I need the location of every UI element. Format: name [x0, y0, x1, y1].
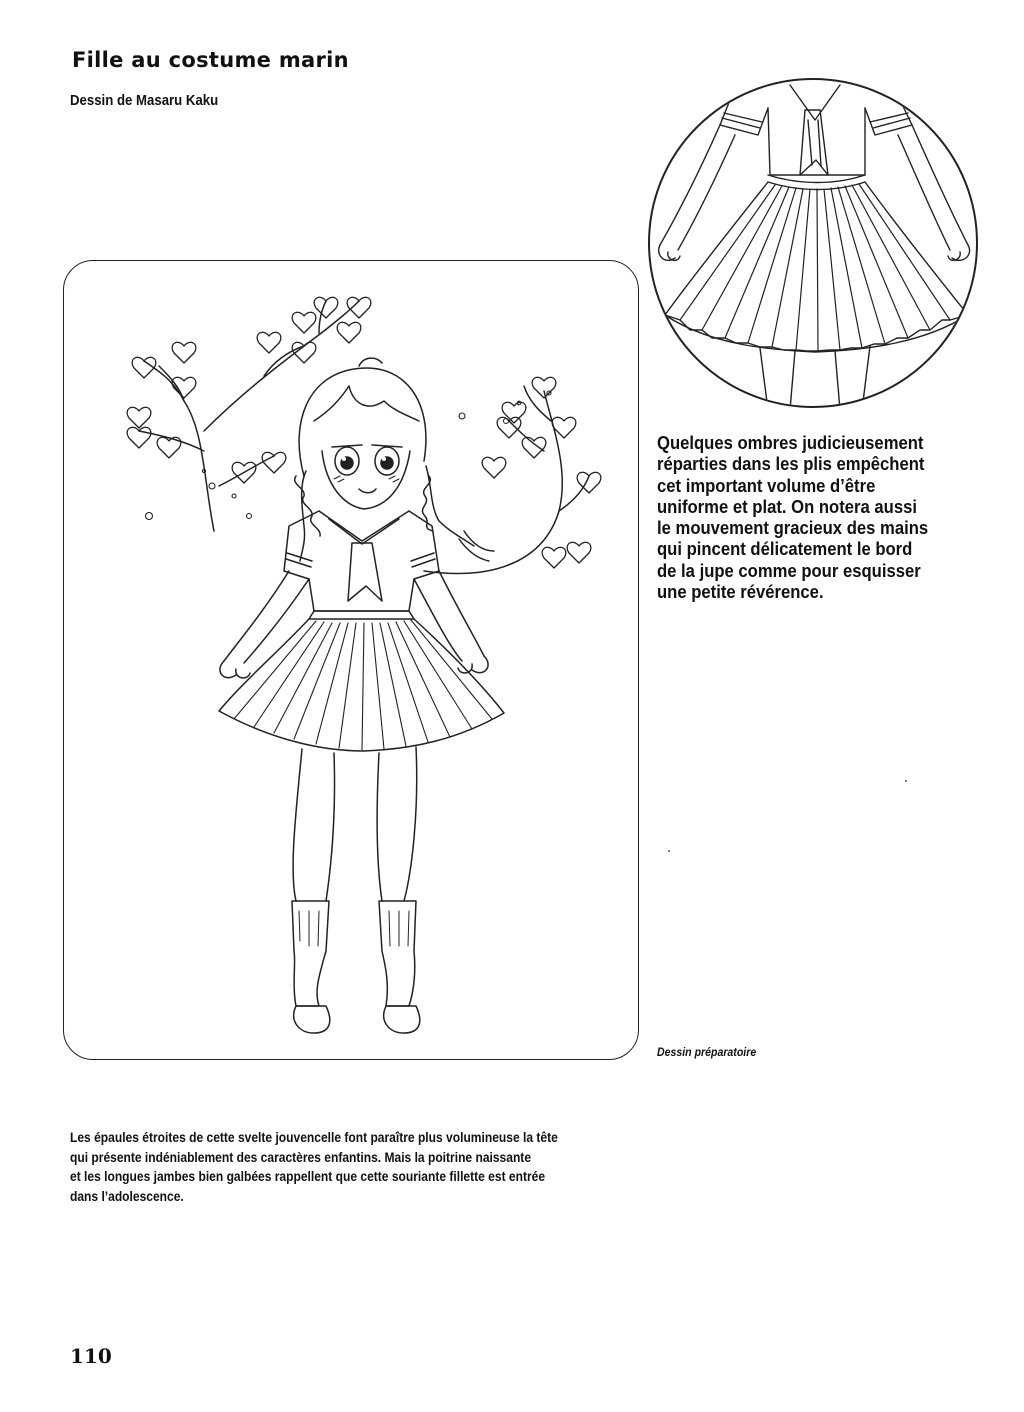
- sidebar-note-line: le mouvement gracieux des mains: [657, 517, 929, 539]
- page-number: 110: [70, 1344, 112, 1368]
- sidebar-note-line: Quelques ombres judicieusement: [657, 432, 924, 453]
- print-speck: [668, 850, 670, 852]
- print-speck: [905, 780, 907, 782]
- sidebar-note-line: qui pincent délicatement le bord: [657, 538, 913, 560]
- sidebar-note: [657, 432, 963, 602]
- sidebar-note-line: cet important volume d’être: [657, 474, 876, 496]
- page-title: Fille au costume marin: [72, 48, 349, 72]
- skirt-detail-sketch: [648, 78, 978, 408]
- main-caption: [70, 1128, 558, 1206]
- sidebar-note-line: de la jupe comme pour esquisser: [657, 559, 921, 581]
- main-caption-line: Les épaules étroites de cette svelte jouvencelle font paraître plus volumineuse la tête: [70, 1129, 558, 1145]
- artist-credit: Dessin de Masaru Kaku: [70, 92, 219, 109]
- main-caption-line: et les longues jambes bien galbées rappellent que cette souriante fillette est entrée: [70, 1168, 546, 1184]
- sidebar-note-line: réparties dans les plis empêchent: [657, 453, 925, 475]
- sidebar-note-line: une petite révérence.: [657, 581, 824, 603]
- main-caption-line: qui présente indéniablement des caractères enfantins. Mais la poitrine naissante: [70, 1148, 532, 1165]
- detail-caption: Dessin préparatoire: [657, 1045, 757, 1059]
- main-caption-line: dans l’adolescence.: [70, 1187, 184, 1204]
- girl-sailor-uniform-illustration: [63, 260, 639, 1060]
- sidebar-note-line: uniforme et plat. On notera aussi: [657, 495, 917, 517]
